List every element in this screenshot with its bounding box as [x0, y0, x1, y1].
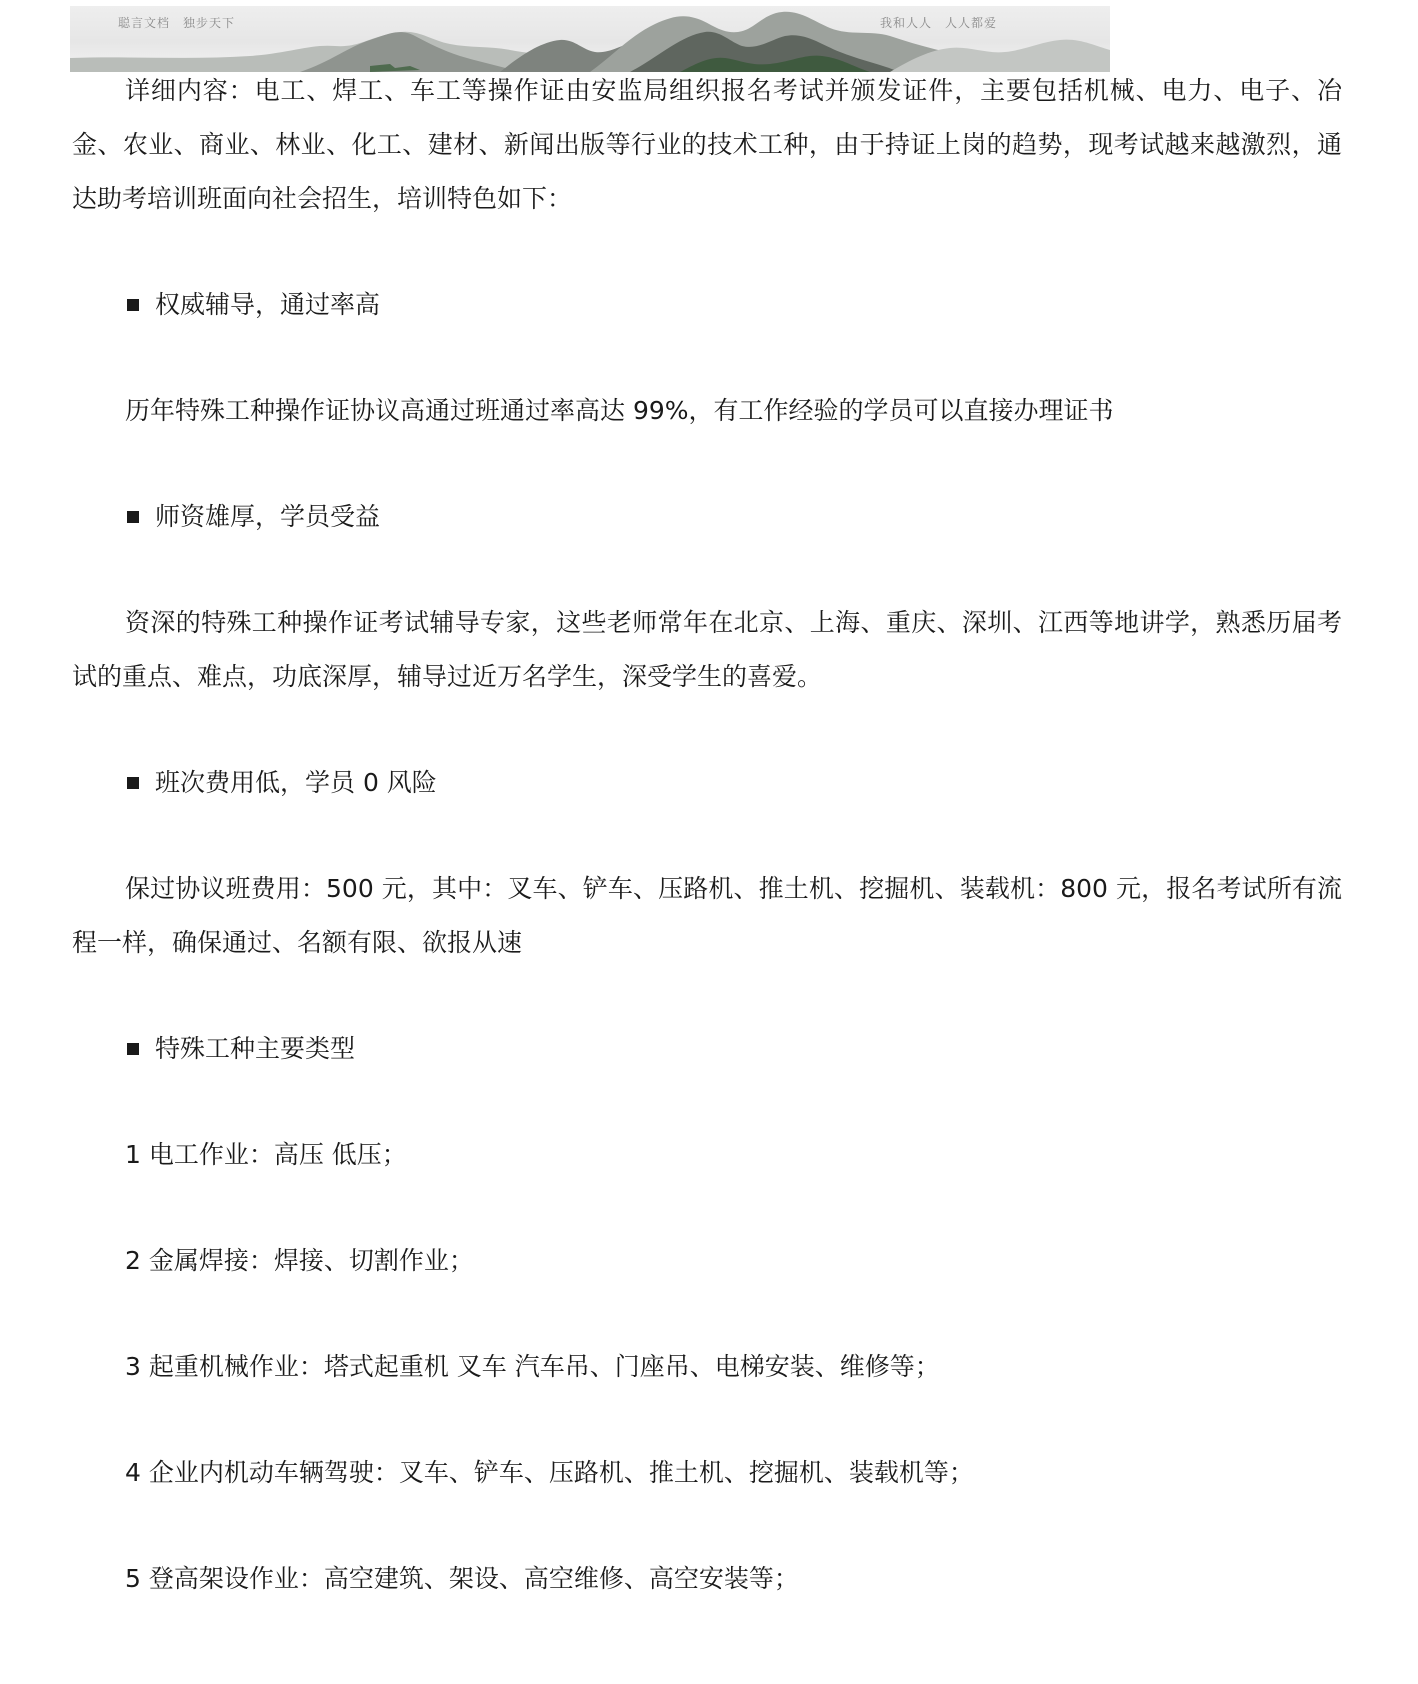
section-heading [72, 756, 1342, 810]
square-bullet-icon [127, 777, 139, 789]
section-heading-text: 特殊工种主要类型 [155, 1034, 356, 1063]
banner-right-tag: 我和人人 人人都爱 [880, 16, 998, 30]
header-banner [70, 6, 1110, 72]
list-item: 2 金属焊接：焊接、切割作业； [125, 1246, 474, 1275]
section-heading-text: 权威辅导，通过率高 [155, 290, 381, 319]
list-item: 1 电工作业：高压 低压； [125, 1140, 407, 1169]
intro-paragraph: 详细内容：电工、焊工、车工等操作证由安监局组织报名考试并颁发证件，主要包括机械、电力、电子、冶金、农业、商业、林业、化工、建材、新闻出版等行业的技术工种，由于持证上岗的趋势，现考试越来越激烈，通达助考培训班面向社会招生，培训特色如下： [72, 76, 1342, 213]
section-heading [72, 278, 1342, 332]
section-heading-text: 师资雄厚，学员受益 [155, 502, 381, 531]
section-heading [72, 1022, 1342, 1076]
section-body: 保过协议班费用：500 元，其中：叉车、铲车、压路机、推土机、挖掘机、装载机：800 元，报名考试所有流程一样，确保通过、名额有限、欲报从速 [72, 874, 1342, 957]
list-item: 5 登高架设作业：高空建筑、架设、高空维修、高空安装等； [125, 1564, 799, 1593]
section-body: 历年特殊工种操作证协议高通过班通过率高达 99%，有工作经验的学员可以直接办理证书 [125, 396, 1114, 425]
square-bullet-icon [127, 511, 139, 523]
section-heading-text: 班次费用低，学员 0 风险 [155, 768, 437, 797]
square-bullet-icon [127, 299, 139, 311]
section-body: 资深的特殊工种操作证考试辅导专家，这些老师常年在北京、上海、重庆、深圳、江西等地讲学，熟悉历届考试的重点、难点，功底深厚，辅导过近万名学生，深受学生的喜爱。 [72, 608, 1342, 691]
section-heading [72, 490, 1342, 544]
article-body [72, 64, 1342, 1606]
list-item: 4 企业内机动车辆驾驶：叉车、铲车、压路机、推土机、挖掘机、装载机等； [125, 1458, 974, 1487]
square-bullet-icon [127, 1043, 139, 1055]
banner-left-tag: 聪言文档 独步天下 [118, 16, 236, 30]
list-item: 3 起重机械作业：塔式起重机 叉车 汽车吊、门座吊、电梯安装、维修等； [125, 1352, 940, 1381]
